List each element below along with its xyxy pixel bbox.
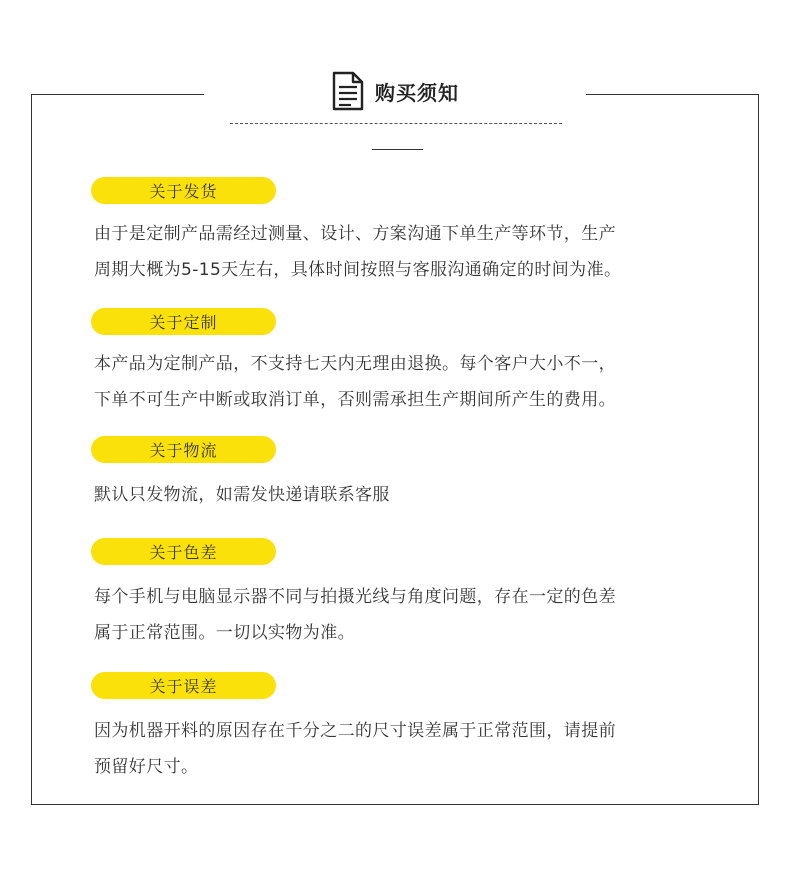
text-line: 由于是定制产品需经过测量、设计、方案沟通下单生产等环节，生产: [94, 224, 616, 244]
text-line: 下单不可生产中断或取消订单，否则需承担生产期间所产生的费用。: [94, 390, 616, 410]
text-line: 本产品为定制产品，不支持七天内无理由退换。每个客户大小不一，: [94, 354, 616, 374]
page-title: 购买须知: [375, 80, 459, 105]
text-line: 周期大概为5-15天左右，具体时间按照与客服沟通确定的时间为准。: [94, 260, 622, 280]
section-heading-tolerance: 关于误差: [91, 672, 276, 699]
section-text-shipping: [94, 216, 714, 288]
section-text-custom: [94, 346, 714, 418]
page-header: [204, 66, 586, 116]
text-line: 默认只发物流，如需发快递请联系客服: [94, 485, 390, 505]
section-heading-custom: 关于定制: [91, 308, 276, 335]
text-line: 因为机器开料的原因存在千分之二的尺寸误差属于正常范围，请提前: [94, 721, 616, 741]
section-heading-logistics: 关于物流: [91, 436, 276, 463]
dashed-divider: [230, 123, 562, 124]
section-text-tolerance: [94, 713, 714, 785]
section-text-logistics: [94, 477, 714, 513]
text-line: 每个手机与电脑显示器不同与拍摄光线与角度问题，存在一定的色差: [94, 587, 616, 607]
section-heading-shipping: 关于发货: [91, 177, 276, 204]
section-heading-color: 关于色差: [91, 538, 276, 565]
short-divider: [372, 149, 423, 150]
text-line: 属于正常范围。一切以实物为准。: [94, 623, 355, 643]
section-text-color: [94, 579, 714, 651]
text-line: 预留好尺寸。: [94, 757, 199, 777]
document-icon: [331, 71, 365, 111]
